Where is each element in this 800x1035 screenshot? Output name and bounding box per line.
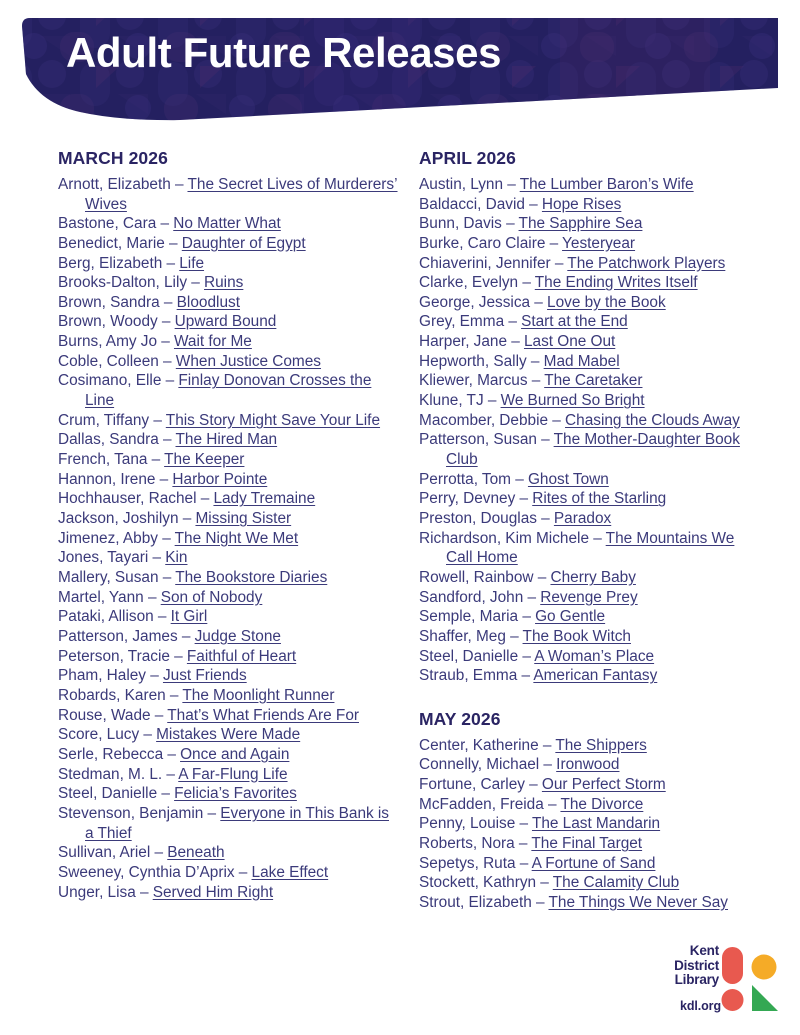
book-entry bbox=[419, 332, 759, 352]
entry-separator: – bbox=[519, 854, 529, 872]
book-entry bbox=[419, 607, 759, 627]
entry-separator: – bbox=[154, 844, 164, 862]
entry-author: George, Jessica bbox=[419, 293, 531, 311]
entry-author: Pataki, Allison bbox=[58, 608, 154, 626]
book-entry bbox=[58, 745, 398, 765]
book-entry bbox=[419, 470, 759, 490]
entry-list bbox=[419, 175, 759, 686]
book-entry bbox=[419, 214, 759, 234]
book-entry bbox=[58, 804, 398, 843]
book-entry bbox=[419, 352, 759, 372]
entry-separator: – bbox=[549, 234, 559, 252]
book-entry bbox=[58, 312, 398, 332]
entry-title[interactable]: Chasing the Clouds Away bbox=[565, 411, 740, 429]
entry-author: Brown, Woody bbox=[58, 313, 158, 331]
book-entry bbox=[58, 371, 398, 410]
entry-author: Perrotta, Tom bbox=[419, 470, 511, 488]
entry-separator: – bbox=[521, 667, 531, 685]
entry-author: Austin, Lynn bbox=[419, 175, 504, 193]
entry-separator: – bbox=[174, 647, 183, 665]
entry-separator: – bbox=[487, 392, 497, 410]
entry-title[interactable]: Once and Again bbox=[180, 745, 290, 763]
column-left bbox=[58, 148, 398, 902]
book-entry bbox=[58, 175, 398, 214]
book-entry bbox=[58, 529, 398, 549]
book-entry bbox=[58, 765, 398, 785]
entry-separator: – bbox=[522, 647, 531, 665]
entry-separator: – bbox=[166, 254, 176, 272]
entry-author: Steel, Danielle bbox=[58, 785, 158, 803]
logo-website-url[interactable]: kdl.org bbox=[680, 999, 721, 1013]
book-entry bbox=[58, 568, 398, 588]
entry-author: Macomber, Debbie bbox=[419, 411, 549, 429]
entry-title[interactable]: The Calamity Club bbox=[552, 874, 680, 892]
logo-mark-icon bbox=[720, 946, 782, 1012]
entry-title[interactable]: Harbor Pointe bbox=[172, 470, 268, 488]
entry-separator: – bbox=[182, 510, 192, 528]
entry-author: Jackson, Joshilyn bbox=[58, 510, 179, 528]
entry-author: Sweeney, Cynthia D’Aprix bbox=[58, 863, 235, 881]
entry-title[interactable]: Ironwood bbox=[556, 756, 620, 774]
entry-author: Hepworth, Sally bbox=[419, 352, 527, 370]
month-block bbox=[58, 148, 398, 902]
entry-author: Fortune, Carley bbox=[419, 776, 525, 794]
entry-separator: – bbox=[159, 470, 169, 488]
entry-title[interactable]: This Story Might Save Your Life bbox=[165, 411, 381, 429]
entry-title[interactable]: The Divorce bbox=[560, 795, 644, 813]
entry-author: Center, Katherine bbox=[419, 736, 539, 754]
book-entry bbox=[419, 430, 759, 469]
entry-separator: – bbox=[515, 470, 524, 488]
book-entry bbox=[58, 627, 398, 647]
entry-separator: – bbox=[167, 745, 176, 763]
entry-author: Hochhauser, Rachel bbox=[58, 490, 197, 508]
entry-title[interactable]: The Moonlight Runner bbox=[182, 686, 335, 704]
entry-separator: – bbox=[540, 874, 549, 892]
entry-author: French, Tana bbox=[58, 451, 148, 469]
entry-author: Jones, Tayari bbox=[58, 549, 149, 567]
book-entry bbox=[58, 450, 398, 470]
entry-separator: – bbox=[519, 815, 529, 833]
logo-wordmark bbox=[657, 944, 719, 988]
entry-title[interactable]: The Night We Met bbox=[174, 529, 299, 547]
month-heading: MAY 2026 bbox=[419, 708, 501, 729]
entry-title[interactable]: Judge Stone bbox=[194, 627, 281, 645]
entry-separator: – bbox=[511, 333, 520, 351]
entry-separator: – bbox=[163, 293, 173, 311]
entry-separator: – bbox=[547, 795, 557, 813]
entry-author: Burke, Caro Claire bbox=[419, 234, 546, 252]
logo-line-3: Library bbox=[674, 972, 719, 988]
book-entry bbox=[419, 293, 759, 313]
entry-author: Peterson, Tracie bbox=[58, 647, 170, 665]
entry-author: Score, Lucy bbox=[58, 726, 140, 744]
entry-author: Baldacci, David bbox=[419, 195, 525, 213]
book-entry bbox=[58, 548, 398, 568]
entry-title[interactable]: The Last Mandarin bbox=[531, 815, 661, 833]
entry-separator: – bbox=[527, 588, 537, 606]
entry-separator: – bbox=[169, 686, 179, 704]
entry-separator: – bbox=[152, 549, 162, 567]
logo-red-bar-icon bbox=[722, 947, 743, 984]
book-entry bbox=[419, 195, 759, 215]
entry-title[interactable]: The Hired Man bbox=[175, 431, 278, 449]
book-entry bbox=[419, 834, 759, 854]
entry-title[interactable]: Missing Sister bbox=[195, 510, 292, 528]
entry-author: Brooks-Dalton, Lily bbox=[58, 274, 188, 292]
entry-separator: – bbox=[510, 627, 519, 645]
entry-separator: – bbox=[143, 726, 152, 744]
entry-title[interactable]: The Mother-Daughter Book Club bbox=[446, 431, 740, 469]
entry-author: Mallery, Susan bbox=[58, 569, 159, 586]
entry-author: Stockett, Kathryn bbox=[419, 874, 537, 892]
book-entry bbox=[419, 854, 759, 874]
entry-author: Martel, Yann bbox=[58, 588, 144, 606]
book-entry bbox=[419, 814, 759, 834]
entry-author: Grey, Emma bbox=[419, 313, 505, 331]
entry-separator: – bbox=[139, 883, 149, 901]
book-entry bbox=[419, 234, 759, 254]
entry-author: McFadden, Freida bbox=[419, 795, 544, 813]
page-title: Adult Future Releases bbox=[66, 29, 502, 76]
book-entry bbox=[58, 411, 398, 431]
entry-author: Perry, Devney bbox=[419, 490, 516, 508]
entry-author: Clarke, Evelyn bbox=[419, 274, 519, 292]
kent-district-library-logo bbox=[657, 944, 785, 1020]
book-entry bbox=[58, 686, 398, 706]
entry-title[interactable]: The Patchwork Players bbox=[567, 254, 726, 272]
entry-separator: – bbox=[153, 411, 162, 429]
entry-author: Shaffer, Meg bbox=[419, 627, 506, 645]
book-entry bbox=[58, 725, 398, 745]
entry-separator: – bbox=[541, 510, 550, 528]
logo-line-2: District bbox=[674, 957, 719, 973]
month-heading: APRIL 2026 bbox=[419, 148, 516, 168]
entry-author: Rouse, Wade bbox=[58, 706, 151, 724]
entry-author: Robards, Karen bbox=[58, 686, 166, 704]
book-entry bbox=[58, 607, 398, 627]
entry-title[interactable]: We Burned So Bright bbox=[500, 392, 645, 410]
entry-separator: – bbox=[238, 863, 248, 881]
entry-title[interactable]: Paradox bbox=[553, 510, 612, 528]
entry-author: Roberts, Nora bbox=[419, 835, 515, 853]
month-heading: MARCH 2026 bbox=[58, 148, 168, 168]
book-entry bbox=[419, 489, 759, 509]
book-entry bbox=[419, 736, 759, 756]
entry-title[interactable]: The Secret Lives of Murderers’ Wives bbox=[85, 175, 398, 213]
entry-title[interactable]: The Mountains We Call Home bbox=[446, 529, 735, 567]
book-entry bbox=[419, 893, 759, 913]
entry-separator: – bbox=[522, 274, 531, 292]
entry-title[interactable]: No Matter What bbox=[173, 215, 281, 233]
entry-title[interactable]: Faithful of Heart bbox=[186, 647, 297, 665]
book-entry bbox=[419, 254, 759, 274]
entry-title[interactable]: Served Him Right bbox=[152, 883, 274, 901]
entry-separator: – bbox=[543, 756, 552, 774]
entry-separator: – bbox=[552, 411, 561, 429]
entry-title[interactable]: The Bookstore Diaries bbox=[175, 569, 328, 586]
entry-author: Sandford, John bbox=[419, 588, 524, 606]
entry-separator: – bbox=[530, 352, 540, 370]
entry-separator: – bbox=[163, 431, 172, 449]
entry-title[interactable]: Start at the End bbox=[521, 313, 628, 331]
entry-title[interactable]: Mistakes Were Made bbox=[156, 726, 301, 744]
entry-title[interactable]: The Keeper bbox=[164, 451, 245, 469]
book-entry bbox=[419, 775, 759, 795]
entry-title[interactable]: Finlay Donovan Crosses the Line bbox=[85, 372, 372, 410]
entry-author: Straub, Emma bbox=[419, 667, 518, 685]
entry-author: Steel, Danielle bbox=[419, 647, 519, 665]
entry-author: Unger, Lisa bbox=[58, 883, 136, 901]
entry-title[interactable]: The Ending Writes Itself bbox=[534, 274, 698, 292]
book-entry bbox=[419, 175, 759, 195]
entry-title[interactable]: Hope Rises bbox=[541, 195, 622, 213]
entry-separator: – bbox=[534, 293, 543, 311]
entry-separator: – bbox=[163, 352, 172, 370]
month-block bbox=[419, 709, 759, 913]
entry-title[interactable]: It Girl bbox=[170, 608, 208, 626]
book-entry bbox=[58, 352, 398, 372]
entry-separator: – bbox=[150, 667, 159, 685]
entry-list bbox=[419, 736, 759, 913]
book-entry bbox=[58, 430, 398, 450]
entry-separator: – bbox=[191, 274, 200, 292]
entry-separator: – bbox=[207, 804, 217, 822]
entry-title[interactable]: Cherry Baby bbox=[550, 569, 636, 586]
entry-separator: – bbox=[507, 175, 516, 193]
month-block bbox=[419, 148, 759, 686]
entry-title[interactable]: A Fortune of Sand bbox=[531, 854, 656, 872]
entry-title[interactable]: When Justice Comes bbox=[175, 352, 322, 370]
book-entry bbox=[58, 214, 398, 234]
entry-separator: – bbox=[154, 706, 164, 724]
logo-green-triangle-icon bbox=[752, 985, 778, 1011]
entry-author: Preston, Douglas bbox=[419, 510, 537, 528]
entry-author: Hannon, Irene bbox=[58, 470, 156, 488]
entry-author: Rowell, Rainbow bbox=[419, 569, 534, 586]
book-entry bbox=[419, 529, 759, 568]
entry-title[interactable]: Mad Mabel bbox=[543, 352, 620, 370]
entry-separator: – bbox=[536, 894, 545, 912]
entry-title[interactable]: Revenge Prey bbox=[540, 588, 638, 606]
book-entry bbox=[58, 588, 398, 608]
entry-author: Harper, Jane bbox=[419, 333, 508, 351]
book-entry bbox=[419, 371, 759, 391]
column-right bbox=[419, 148, 759, 913]
entry-separator: – bbox=[522, 608, 531, 626]
book-entry bbox=[58, 254, 398, 274]
entry-separator: – bbox=[161, 785, 170, 803]
entry-title[interactable]: The Sapphire Sea bbox=[518, 215, 643, 233]
entry-author: Stevenson, Benjamin bbox=[58, 804, 204, 822]
logo-red-circle-icon bbox=[722, 989, 744, 1011]
entry-separator: – bbox=[161, 313, 171, 331]
entry-author: Klune, TJ bbox=[419, 392, 484, 410]
entry-title[interactable]: Son of Nobody bbox=[160, 588, 263, 606]
entry-author: Jimenez, Abby bbox=[58, 529, 158, 547]
entry-author: Burns, Amy Jo bbox=[58, 333, 158, 351]
book-entry bbox=[419, 588, 759, 608]
entry-separator: – bbox=[593, 529, 602, 547]
entry-title[interactable]: Wait for Me bbox=[173, 333, 252, 351]
entry-author: Strout, Elizabeth bbox=[419, 894, 532, 912]
book-entry bbox=[58, 470, 398, 490]
entry-title[interactable]: Ghost Town bbox=[527, 470, 609, 488]
entry-title[interactable]: The Book Witch bbox=[522, 627, 631, 645]
entry-title[interactable]: Go Gentle bbox=[535, 608, 606, 626]
entry-separator: – bbox=[161, 333, 170, 351]
entry-title[interactable]: Lady Tremaine bbox=[213, 490, 316, 508]
entry-author: Semple, Maria bbox=[419, 608, 519, 626]
entry-author: Connelly, Michael bbox=[419, 756, 540, 774]
entry-title[interactable]: Life bbox=[179, 254, 205, 272]
entry-author: Patterson, James bbox=[58, 627, 178, 645]
book-entry bbox=[419, 873, 759, 893]
book-entry bbox=[58, 706, 398, 726]
entry-author: Crum, Tiffany bbox=[58, 411, 150, 429]
book-entry bbox=[58, 666, 398, 686]
entry-title[interactable]: American Fantasy bbox=[533, 667, 658, 685]
book-entry bbox=[58, 234, 398, 254]
book-entry bbox=[58, 509, 398, 529]
entry-title[interactable]: Lake Effect bbox=[251, 863, 329, 881]
book-entry bbox=[419, 666, 759, 686]
entry-author: Stedman, M. L. bbox=[58, 765, 163, 783]
book-entry bbox=[58, 273, 398, 293]
entry-title[interactable]: Last One Out bbox=[523, 333, 616, 351]
entry-separator: – bbox=[166, 765, 175, 783]
book-entry bbox=[58, 883, 398, 903]
entry-separator: – bbox=[506, 215, 515, 233]
entry-author: Brown, Sandra bbox=[58, 293, 160, 311]
book-entry bbox=[58, 843, 398, 863]
entry-separator: – bbox=[175, 175, 184, 193]
entry-author: Sepetys, Ruta bbox=[419, 854, 516, 872]
entry-title[interactable]: A Woman’s Place bbox=[534, 647, 655, 665]
entry-separator: – bbox=[541, 431, 550, 449]
book-entry bbox=[419, 273, 759, 293]
entry-title[interactable]: Rites of the Starling bbox=[532, 490, 667, 508]
entry-separator: – bbox=[531, 372, 541, 390]
page-header-banner bbox=[0, 0, 800, 130]
entry-title[interactable]: Just Friends bbox=[162, 667, 247, 685]
entry-title[interactable]: Beneath bbox=[167, 844, 225, 862]
entry-title[interactable]: Love by the Book bbox=[547, 293, 666, 311]
entry-title[interactable]: The Caretaker bbox=[544, 372, 643, 390]
entry-separator: – bbox=[147, 588, 157, 606]
entry-separator: – bbox=[518, 835, 528, 853]
entry-title[interactable]: Upward Bound bbox=[174, 313, 277, 331]
entry-author: Pham, Haley bbox=[58, 667, 147, 685]
book-entry bbox=[58, 863, 398, 883]
entry-title[interactable]: The Final Target bbox=[531, 835, 643, 853]
entry-author: Serle, Rebecca bbox=[58, 745, 164, 763]
entry-separator: – bbox=[508, 313, 517, 331]
entry-author: Coble, Colleen bbox=[58, 352, 159, 370]
entry-author: Bastone, Cara bbox=[58, 215, 157, 233]
book-entry bbox=[419, 312, 759, 332]
entry-separator: – bbox=[162, 569, 172, 586]
entry-title[interactable]: The Things We Never Say bbox=[548, 894, 729, 912]
entry-title[interactable]: Yesteryear bbox=[562, 234, 636, 252]
entry-title[interactable]: That’s What Friends Are For bbox=[167, 706, 359, 724]
entry-author: Dallas, Sandra bbox=[58, 431, 159, 449]
entry-separator: – bbox=[537, 569, 547, 586]
book-entry bbox=[58, 332, 398, 352]
entry-author: Bunn, Davis bbox=[419, 215, 502, 233]
entry-author: Benedict, Marie bbox=[58, 234, 165, 252]
entry-separator: – bbox=[157, 608, 167, 626]
entry-title[interactable]: Everyone in This Bank is a Thief bbox=[85, 804, 389, 842]
logo-orange-circle-icon bbox=[752, 955, 777, 980]
entry-author: Sullivan, Ariel bbox=[58, 844, 151, 862]
entry-author: Patterson, Susan bbox=[419, 431, 537, 449]
book-entry bbox=[58, 489, 398, 509]
entry-separator: – bbox=[542, 736, 552, 754]
book-entry bbox=[419, 627, 759, 647]
book-entry bbox=[58, 784, 398, 804]
entry-author: Kliewer, Marcus bbox=[419, 372, 528, 390]
entry-separator: – bbox=[554, 254, 564, 272]
book-entry bbox=[419, 568, 759, 588]
entry-title[interactable]: Kin bbox=[165, 549, 188, 567]
entry-title[interactable]: Ruins bbox=[204, 274, 244, 292]
logo-line-1: Kent bbox=[689, 943, 719, 958]
book-entry bbox=[419, 391, 759, 411]
entry-separator: – bbox=[160, 215, 170, 233]
entry-title[interactable]: Our Perfect Storm bbox=[541, 776, 666, 794]
entry-separator: – bbox=[165, 372, 175, 390]
entry-title[interactable]: Daughter of Egypt bbox=[181, 234, 306, 252]
entry-separator: – bbox=[200, 490, 210, 508]
book-entry bbox=[419, 795, 759, 815]
entry-title[interactable]: A Far-Flung Life bbox=[178, 765, 288, 783]
book-entry bbox=[419, 755, 759, 775]
entry-separator: – bbox=[529, 776, 538, 794]
book-entry bbox=[419, 509, 759, 529]
entry-title[interactable]: Bloodlust bbox=[176, 293, 240, 311]
entry-separator: – bbox=[529, 195, 538, 213]
entry-title[interactable]: The Lumber Baron’s Wife bbox=[519, 175, 694, 193]
entry-author: Cosimano, Elle bbox=[58, 372, 162, 390]
entry-author: Arnott, Elizabeth bbox=[58, 175, 171, 193]
book-entry bbox=[58, 647, 398, 667]
entry-author: Penny, Louise bbox=[419, 815, 516, 833]
entry-title[interactable]: The Shippers bbox=[555, 736, 647, 754]
entry-list bbox=[58, 175, 398, 902]
book-entry bbox=[419, 411, 759, 431]
book-entry bbox=[58, 293, 398, 313]
entry-separator: – bbox=[181, 627, 191, 645]
entry-author: Chiaverini, Jennifer bbox=[419, 254, 551, 272]
book-entry bbox=[419, 647, 759, 667]
entry-separator: – bbox=[519, 490, 529, 508]
entry-title[interactable]: Felicia’s Favorites bbox=[174, 785, 297, 803]
entry-separator: – bbox=[169, 234, 178, 252]
entry-author: Richardson, Kim Michele bbox=[419, 529, 590, 547]
entry-separator: – bbox=[151, 451, 161, 469]
entry-separator: – bbox=[162, 529, 171, 547]
entry-author: Berg, Elizabeth bbox=[58, 254, 163, 272]
